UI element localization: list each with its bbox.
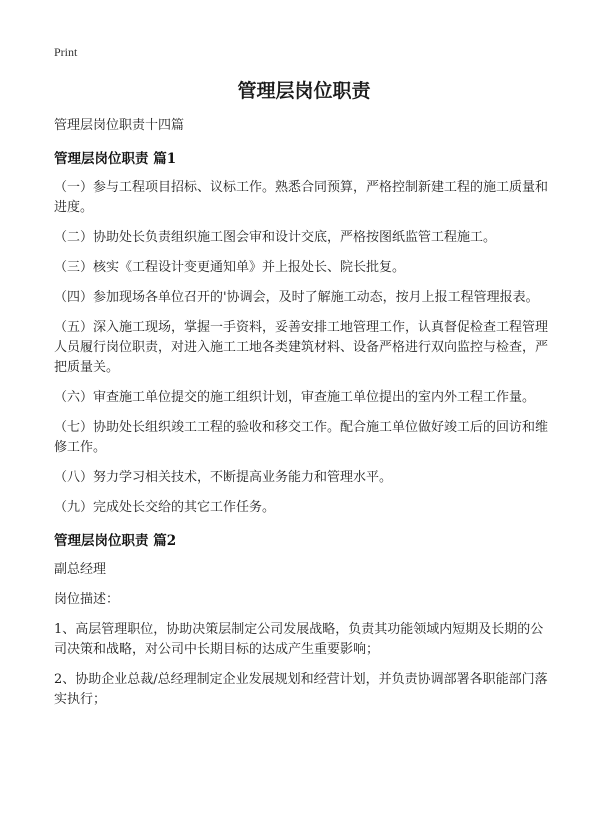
document-subtitle: 管理层岗位职责十四篇 bbox=[54, 118, 185, 133]
paragraph: （三）核实《工程设计变更通知单》并上报处长、院长批复。 bbox=[54, 260, 406, 275]
paragraph: 2、协助企业总裁/总经理制定企业发展规划和经营计划，并负责协调部署各职能部门落实执行； bbox=[54, 672, 548, 707]
paragraph: （二）协助处长负责组织施工图会审和设计交底，严格按图纸监管工程施工。 bbox=[54, 230, 497, 245]
paragraph: （四）参加现场各单位召开的'协调会，及时了解施工动态，按月上报工程管理报表。 bbox=[54, 290, 539, 305]
paragraph: （八）努力学习相关技术，不断提高业务能力和管理水平。 bbox=[54, 470, 393, 485]
paragraph: 岗位描述： bbox=[54, 592, 120, 607]
paragraph: （六）审查施工单位提交的施工组织计划，审查施工单位提出的室内外工程工作量。 bbox=[54, 390, 536, 405]
paragraph: （九）完成处长交给的其它工作任务。 bbox=[54, 500, 276, 515]
section-heading: 管理层岗位职责 篇2 bbox=[54, 533, 177, 549]
paragraph: （七）协助处长组织竣工工程的验收和移交工作。配合施工单位做好竣工后的回访和维修工作。 bbox=[54, 420, 549, 455]
section-2 bbox=[54, 531, 554, 710]
paragraph: 副总经理 bbox=[54, 562, 107, 577]
section-heading: 管理层岗位职责 篇1 bbox=[54, 151, 177, 167]
paragraph: （一）参与工程项目招标、议标工作。熟悉合同预算，严格控制新建工程的施工质量和进度。 bbox=[54, 180, 549, 215]
print-link[interactable]: Print bbox=[54, 45, 78, 59]
paragraph: 1、高层管理职位，协助决策层制定公司发展战略，负责其功能领域内短期及长期的公司决策和战略，对公司中长期目标的达成产生重要影响； bbox=[54, 622, 544, 657]
page-title: 管理层岗位职责 bbox=[237, 80, 371, 102]
section-1 bbox=[54, 149, 554, 518]
paragraph: （五）深入施工现场，掌握一手资料，妥善安排工地管理工作，认真督促检查工程管理人员履行岗位职责，对进入施工工地各类建筑材料、设备严格进行双向监控与检查，严把质量关。 bbox=[54, 320, 549, 375]
